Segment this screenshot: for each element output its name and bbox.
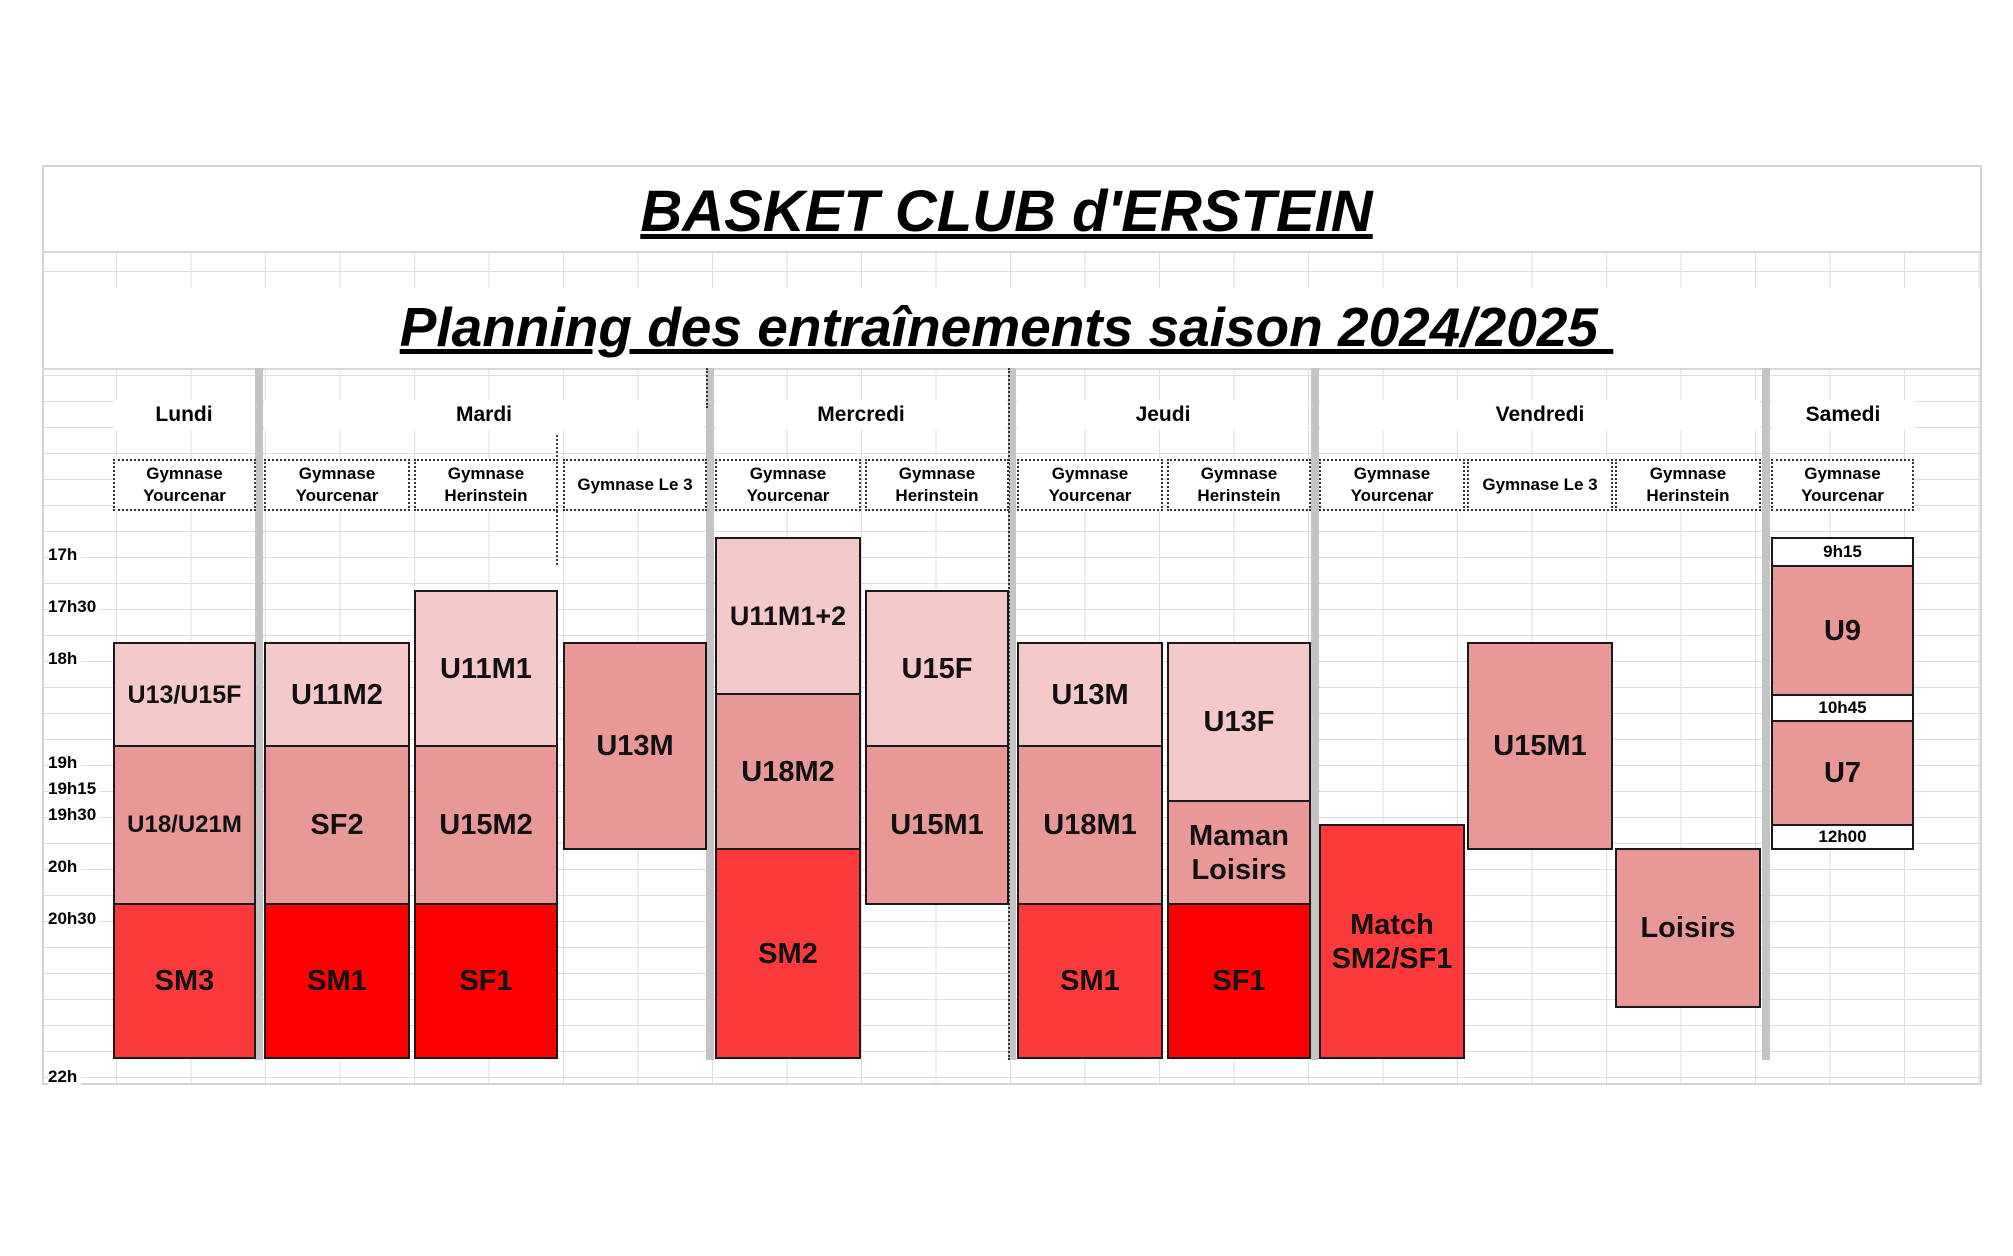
session-block: U13F <box>1167 642 1311 802</box>
day-separator <box>1762 368 1770 1060</box>
session-block: Loisirs <box>1615 848 1761 1008</box>
session-block: U11M1 <box>414 590 558 747</box>
time-label: 17h <box>48 545 81 565</box>
session-block: SF1 <box>414 903 558 1059</box>
session-block: SM3 <box>113 903 256 1059</box>
gym-header: Gymnase Herinstein <box>1615 459 1761 511</box>
dotted-divider <box>706 368 708 408</box>
session-block: U18/U21M <box>113 745 256 905</box>
session-block: U15M1 <box>865 745 1009 905</box>
gym-header: Gymnase Yourcenar <box>1771 459 1914 511</box>
gym-header: Gymnase Herinstein <box>1167 459 1311 511</box>
gym-header: Gymnase Le 3 <box>563 459 707 511</box>
season-subtitle: Planning des entraînements saison 2024/2025 <box>399 296 1614 358</box>
day-jeudi: Jeudi <box>1018 400 1308 430</box>
gym-header: Gymnase Le 3 <box>1467 459 1613 511</box>
time-label: 17h30 <box>48 597 100 617</box>
time-mark: 9h15 <box>1771 537 1914 567</box>
gym-header: Gymnase Yourcenar <box>1319 459 1465 511</box>
time-label: 20h <box>48 857 81 877</box>
session-block: U11M2 <box>264 642 410 747</box>
session-block: U7 <box>1771 720 1914 826</box>
session-block: Match SM2/SF1 <box>1319 824 1465 1059</box>
session-block: U15M2 <box>414 745 558 905</box>
day-separator <box>706 368 714 1060</box>
day-vendredi: Vendredi <box>1320 400 1760 430</box>
gym-header: Gymnase Herinstein <box>414 459 558 511</box>
day-mercredi: Mercredi <box>716 400 1006 430</box>
gym-header: Gymnase Yourcenar <box>264 459 410 511</box>
session-block: SM1 <box>264 903 410 1059</box>
day-separator <box>255 368 263 1060</box>
session-block: Maman Loisirs <box>1167 800 1311 905</box>
session-block: U13M <box>563 642 707 850</box>
gym-header: Gymnase Herinstein <box>865 459 1009 511</box>
day-mardi: Mardi <box>264 400 704 430</box>
gym-header: Gymnase Yourcenar <box>715 459 861 511</box>
day-lundi: Lundi <box>114 400 254 430</box>
session-block: U13/U15F <box>113 642 256 747</box>
session-block: SF1 <box>1167 903 1311 1059</box>
gym-header: Gymnase Yourcenar <box>113 459 256 511</box>
session-block: SF2 <box>264 745 410 905</box>
day-samedi: Samedi <box>1772 400 1914 430</box>
session-block: U18M2 <box>715 693 861 850</box>
session-block: SM1 <box>1017 903 1163 1059</box>
club-title: BASKET CLUB d'ERSTEIN <box>640 179 1373 244</box>
time-label: 18h <box>48 649 81 669</box>
session-block: U9 <box>1771 565 1914 696</box>
time-mark: 10h45 <box>1771 694 1914 722</box>
time-label: 19h <box>48 753 81 773</box>
day-separator <box>1311 368 1319 1060</box>
session-block: U15M1 <box>1467 642 1613 850</box>
session-block: U18M1 <box>1017 745 1163 905</box>
session-block: U11M1+2 <box>715 537 861 695</box>
time-mark: 12h00 <box>1771 824 1914 850</box>
time-label: 19h30 <box>48 805 100 825</box>
time-label: 20h30 <box>48 909 100 929</box>
session-block: U13M <box>1017 642 1163 747</box>
time-label: 22h <box>48 1067 81 1087</box>
session-block: U15F <box>865 590 1009 747</box>
time-label: 19h15 <box>48 779 100 799</box>
gym-header: Gymnase Yourcenar <box>1017 459 1163 511</box>
session-block: SM2 <box>715 848 861 1059</box>
